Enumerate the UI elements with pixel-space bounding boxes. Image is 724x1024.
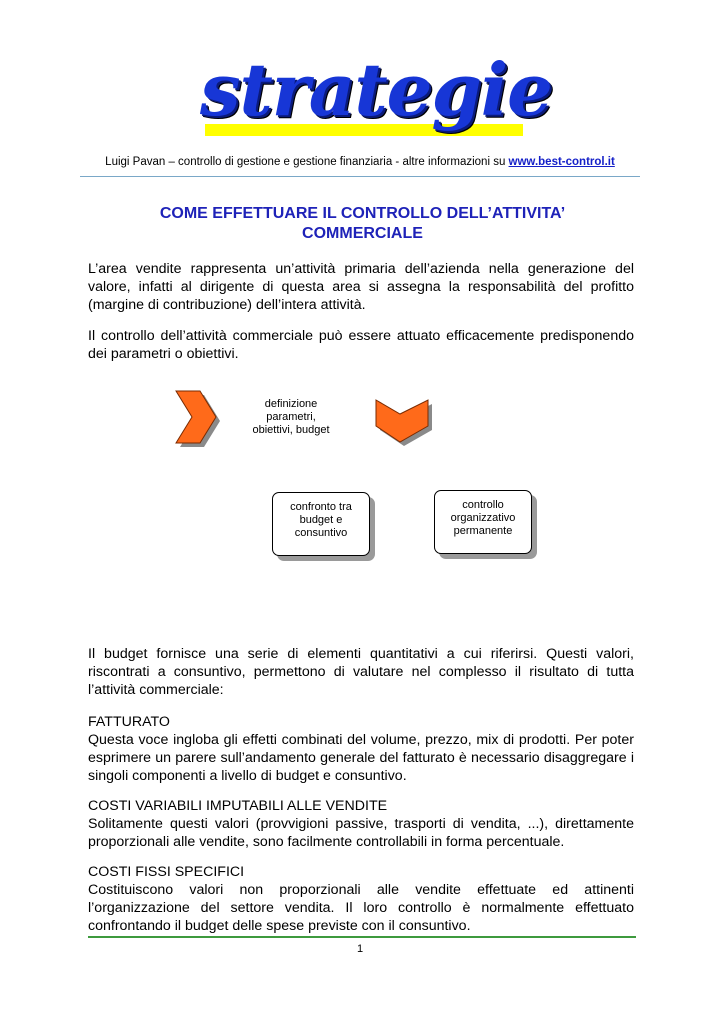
chevron-right-icon — [174, 389, 226, 449]
page-number: 1 — [356, 943, 364, 955]
website-link[interactable]: www.best-control.it — [508, 156, 615, 168]
paragraph-control: Il controllo dell’attività commerciale può essere attuato efficacemente predisponendo dei parametri o obiettivi. — [88, 328, 634, 362]
section-heading-costi-variabili: COSTI VARIABILI IMPUTABILI ALLE VENDITE — [88, 798, 388, 814]
page-title — [80, 204, 645, 244]
footer-divider — [88, 936, 636, 938]
step-confronto-box: confronto tra budget e consuntivo — [272, 492, 370, 556]
strategie-logo — [200, 46, 552, 146]
page-header — [80, 156, 640, 168]
section-text-costi-fissi: Costituiscono valori non proporzionali alle vendite effettuate ed attinenti l’organizzazione del settore vendita. Il loro controllo è normalmente effettuato confrontando il budget delle spese previste con il consuntivo. — [88, 882, 634, 934]
section-text-fatturato: Questa voce ingloba gli effetti combinati del volume, prezzo, mix di prodotti. Per poter esprimere un parere sull’andamento generale del fatturato è necessario disaggregare i singoli componenti a livello di budget e consuntivo. — [88, 732, 634, 784]
header-divider — [80, 176, 640, 177]
paragraph-intro: L’area vendite rappresenta un’attività primaria dell’azienda nella generazione del valore, infatti al dirigente di questa area si assegna la responsabilità del profitto (margine di contribuzione) dell’intera attività. — [88, 261, 634, 313]
header-text: Luigi Pavan – controllo di gestione e gestione finanziaria - altre informazioni su — [105, 156, 509, 168]
logo-text: strategie — [200, 47, 552, 132]
chevron-down-icon — [374, 398, 436, 448]
title-line-1: COME EFFETTUARE IL CONTROLLO DELL’ATTIVITA’ — [159, 205, 566, 222]
step-definizione-label: definizione parametri, obiettivi, budget — [252, 398, 330, 436]
section-heading-costi-fissi: COSTI FISSI SPECIFICI — [88, 864, 245, 880]
paragraph-budget: Il budget fornisce una serie di elementi quantitativi a cui riferirsi. Questi valori, riscontrati a consuntivo, permettono di valutare nel complesso il risultato di tutta l’attività commerciale: — [88, 646, 634, 698]
title-line-2: COMMERCIALE — [302, 225, 423, 242]
section-heading-fatturato: FATTURATO — [88, 714, 170, 730]
step-controllo-box: controllo organizzativo permanente — [434, 490, 532, 554]
section-text-costi-variabili: Solitamente questi valori (provvigioni passive, trasporti di vendita, ...), direttamente proporzionali alle vendite, sono facilmente controllabili in forma percentuale. — [88, 816, 634, 850]
